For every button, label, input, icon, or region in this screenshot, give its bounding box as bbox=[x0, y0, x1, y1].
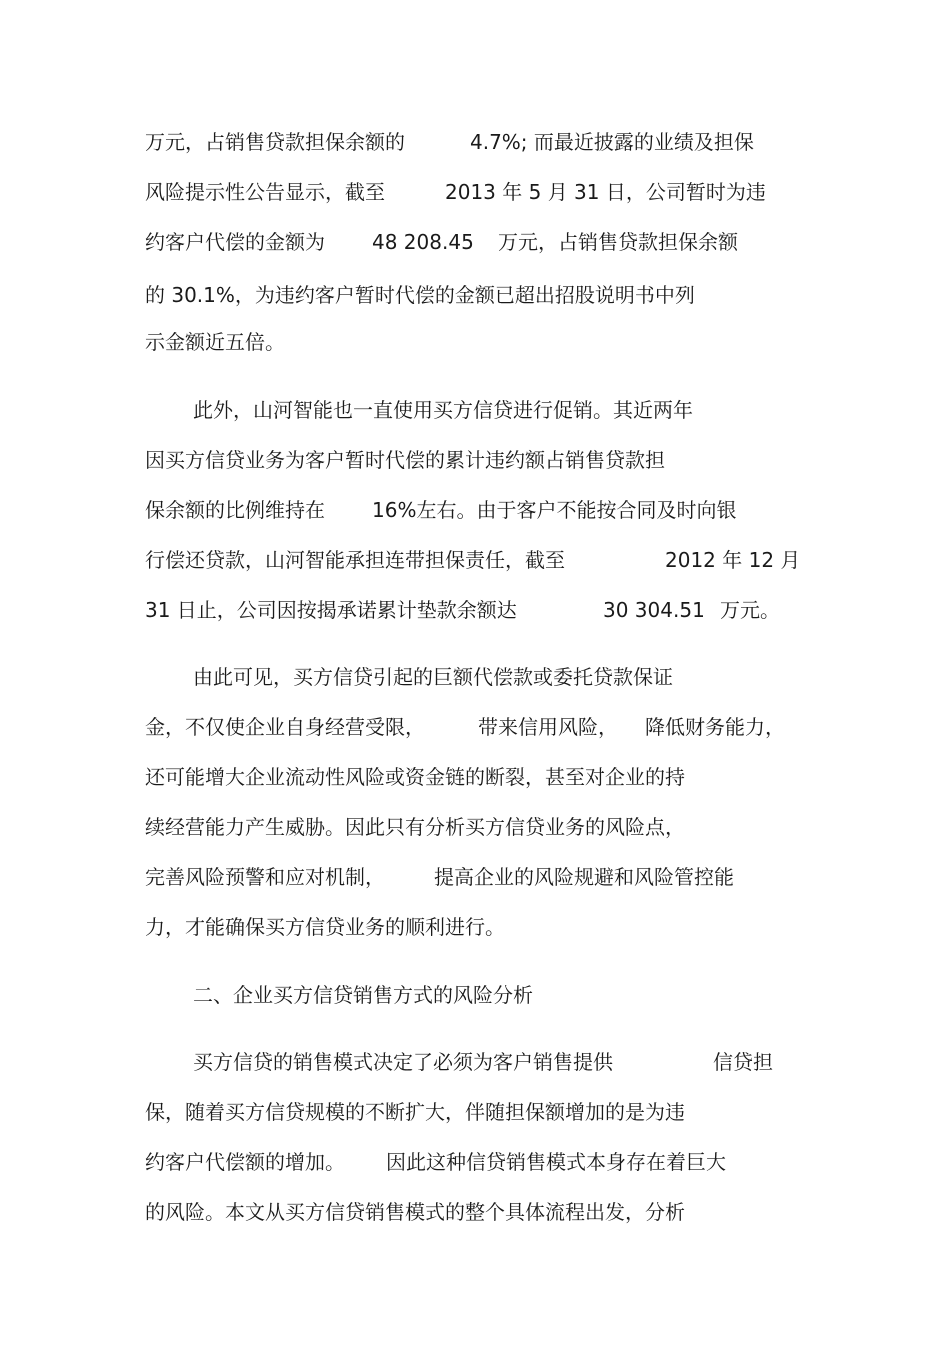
text-segment: 金，不仅使企业自身经营受限， bbox=[145, 715, 425, 739]
text-segment: 30 304.51 bbox=[603, 598, 705, 622]
text-segment: 保余额的比例维持在 bbox=[145, 498, 325, 522]
text-segment: 示金额近五倍。 bbox=[145, 330, 285, 354]
text-segment: 2013 年 5 月 31 日，公司暂时为违 bbox=[445, 180, 766, 204]
text-segment: 16%左右。由于客户不能按合同及时向银 bbox=[372, 498, 737, 522]
text-segment: 万元。 bbox=[720, 598, 780, 622]
text-segment: 力，才能确保买方信贷业务的顺利进行。 bbox=[145, 915, 505, 939]
text-segment: 因此这种信贷销售模式本身存在着巨大 bbox=[386, 1150, 726, 1174]
text-segment: 2012 年 12 月 bbox=[665, 548, 801, 572]
text-segment: 带来信用风险， bbox=[478, 715, 618, 739]
text-segment: 买方信贷的销售模式决定了必须为客户销售提供 bbox=[193, 1050, 613, 1074]
text-segment: 万元，占销售贷款担保余额的 bbox=[145, 130, 405, 154]
text-segment: 风险提示性公告显示，截至 bbox=[145, 180, 385, 204]
text-segment: 万元，占销售贷款担保余额 bbox=[498, 230, 738, 254]
text-segment: 由此可见，买方信贷引起的巨额代偿款或委托贷款保证 bbox=[193, 665, 673, 689]
text-segment: 约客户代偿额的增加。 bbox=[145, 1150, 345, 1174]
text-segment: 续经营能力产生威胁。因此只有分析买方信贷业务的风险点， bbox=[145, 815, 685, 839]
text-segment: 信贷担 bbox=[713, 1050, 773, 1074]
text-segment: 行偿还贷款，山河智能承担连带担保责任，截至 bbox=[145, 548, 565, 572]
text-segment: 因买方信贷业务为客户暂时代偿的累计违约额占销售贷款担 bbox=[145, 448, 665, 472]
text-segment: 完善风险预警和应对机制， bbox=[145, 865, 385, 889]
heading-text: 二、企业买方信贷销售方式的风险分析 bbox=[193, 983, 533, 1007]
text-segment: 提高企业的风险规避和风险管控能 bbox=[434, 865, 734, 889]
text-segment: 4.7%; 而最近披露的业绩及担保 bbox=[470, 130, 754, 154]
text-segment: 约客户代偿的金额为 bbox=[145, 230, 325, 254]
text-segment: 保，随着买方信贷规模的不断扩大，伴随担保额增加的是为违 bbox=[145, 1100, 685, 1124]
text-segment: 降低财务能力， bbox=[645, 715, 785, 739]
text-segment: 48 208.45 bbox=[372, 230, 474, 254]
text-segment: 的风险。本文从买方信贷销售模式的整个具体流程出发，分析 bbox=[145, 1200, 685, 1224]
text-segment: 还可能增大企业流动性风险或资金链的断裂，甚至对企业的持 bbox=[145, 765, 685, 789]
text-segment: 31 日止，公司因按揭承诺累计垫款余额达 bbox=[145, 598, 517, 622]
text-segment: 此外，山河智能也一直使用买方信贷进行促销。其近两年 bbox=[193, 398, 693, 422]
text-segment: 的 30.1%，为违约客户暂时代偿的金额已超出招股说明书中列 bbox=[145, 283, 695, 307]
